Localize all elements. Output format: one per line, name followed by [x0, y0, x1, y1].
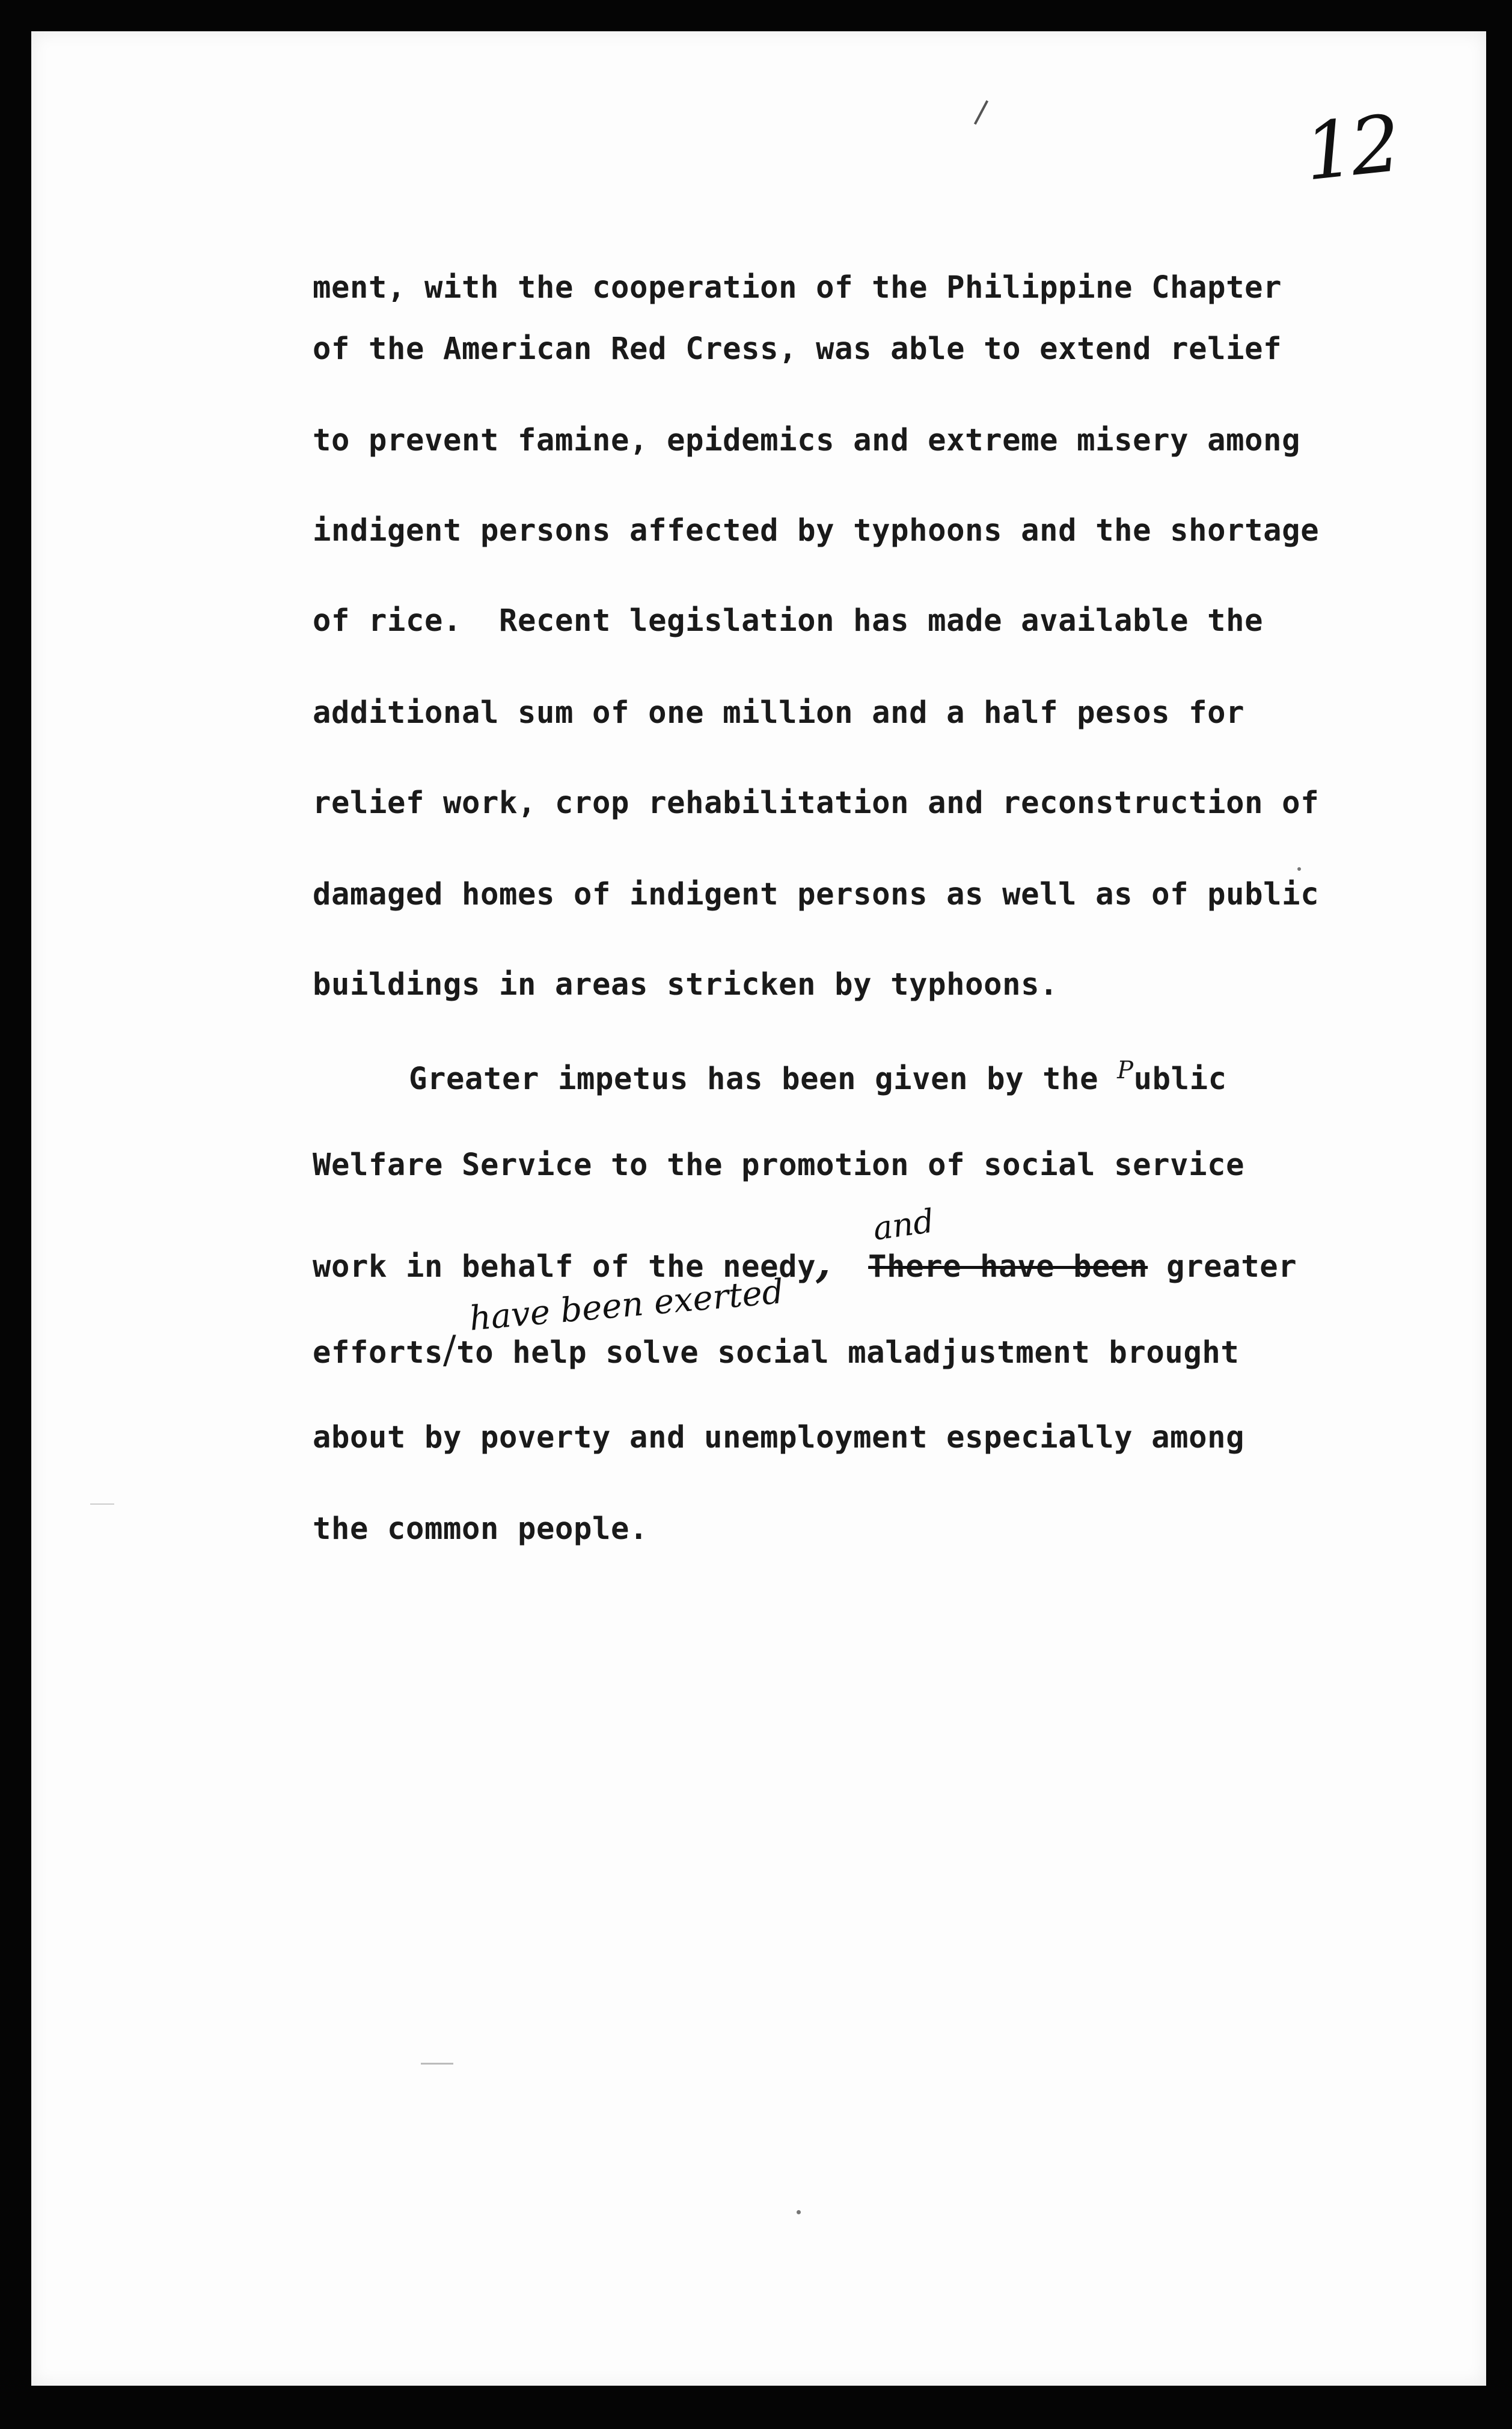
handwritten-insertion-and: and: [871, 1202, 937, 1248]
paragraph-1-line-2: of the American Red Cress, was able to extend relief: [313, 331, 1282, 366]
document-page: [31, 31, 1486, 2386]
paragraph-2-line-3-end: greater: [1148, 1248, 1297, 1284]
paragraph-1-line-1: ment, with the cooperation of the Philippine Chapter: [313, 269, 1282, 305]
paragraph-1-line-5: of rice. Recent legislation has made available the: [313, 603, 1264, 638]
paragraph-2-line-1-text: Greater impetus has been given by the: [409, 1061, 1118, 1096]
handwritten-insertion-have-been-exerted: have been exerted: [468, 1272, 785, 1339]
paper-speck: [1297, 867, 1301, 871]
insertion-caret-mark: /: [443, 1328, 457, 1372]
paragraph-1-line-9: buildings in areas stricken by typhoons.: [313, 966, 1059, 1002]
paragraph-2-line-4-start: efforts: [313, 1334, 444, 1370]
handwritten-page-number: 12: [1300, 97, 1401, 198]
paragraph-2-line-6: the common people.: [313, 1511, 649, 1546]
paragraph-2-line-3: [313, 1237, 1297, 1287]
paper-speck: [797, 2210, 801, 2214]
paragraph-2-line-5: about by poverty and unemployment especially among: [313, 1419, 1245, 1455]
handwritten-capital-p: P: [1117, 1057, 1134, 1084]
paragraph-1-line-6: additional sum of one million and a half pesos for: [313, 695, 1245, 730]
paragraph-2-line-4: [313, 1328, 1239, 1372]
paragraph-1-line-4: indigent persons affected by typhoons and the shortage: [313, 512, 1320, 548]
paragraph-1-line-7: relief work, crop rehabilitation and reconstruction of: [313, 785, 1320, 820]
struck-out-text: There have been: [868, 1248, 1148, 1284]
handwritten-comma: ,: [816, 1237, 831, 1287]
paragraph-2-line-2: Welfare Service to the promotion of social service: [313, 1147, 1245, 1182]
paragraph-2-line-4-end: to help solve social maladjustment brought: [456, 1334, 1240, 1370]
paragraph-1-line-8: damaged homes of indigent persons as well as of public: [313, 876, 1320, 912]
paragraph-1-line-3: to prevent famine, epidemics and extreme misery among: [313, 422, 1301, 458]
paper-speck: [421, 2063, 453, 2065]
paragraph-2-line-3-start: work in behalf of the needy: [313, 1248, 816, 1284]
paragraph-2-line-1-end: ublic: [1133, 1061, 1227, 1096]
paper-speck: [90, 1503, 114, 1505]
paragraph-2-line-1: [409, 1057, 1227, 1096]
